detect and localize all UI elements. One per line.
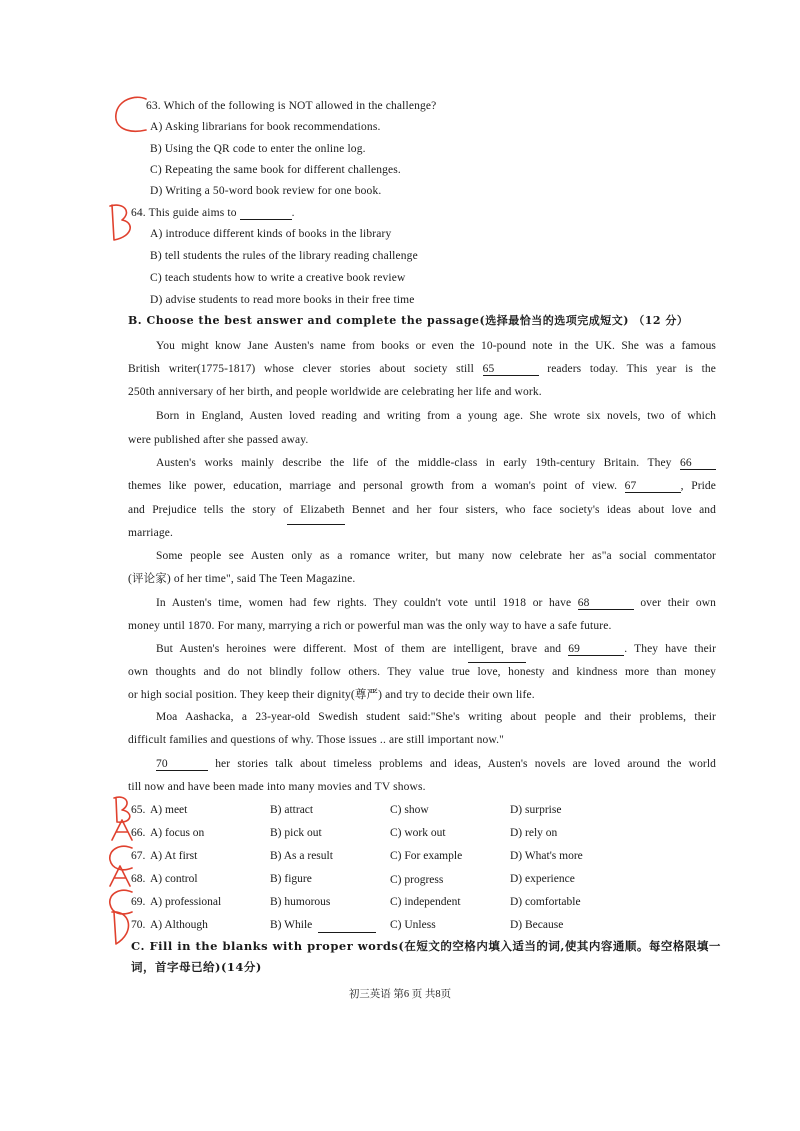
section-b-heading: B. Choose the best answer and complete the passage(选择最恰当的选项完成短文) （12 分） <box>128 314 689 327</box>
choice-b: B) attract <box>270 804 314 816</box>
passage-line: marriage. <box>128 527 174 539</box>
q63-option-c: C) Repeating the same book for different challenges. <box>150 164 401 176</box>
passage-line: Born in England, Austen loved reading and writing from a young age. She wrote six novels, two of which <box>156 410 716 422</box>
q64-stem-text: 64. This guide aims to <box>131 207 237 219</box>
passage-line: or high social position. They keep their dignity(尊严) and try to decide their own life. <box>128 689 535 701</box>
choice-b: B) pick out <box>270 827 322 839</box>
q63-option-a: A) Asking librarians for book recommendations. <box>150 121 381 133</box>
choice-b: B) humorous <box>270 896 331 908</box>
passage-line <box>156 596 716 610</box>
choice-a: A) professional <box>150 896 222 908</box>
passage-text: But Austen's heroines were different. Most of them are intelligent, brave and <box>156 643 562 655</box>
choice-b: B) While <box>270 919 313 931</box>
blank-66: 66 <box>680 457 716 470</box>
choice-b: B) figure <box>270 873 312 885</box>
passage-line: Some people see Austen only as a romance writer, but many now celebrate her as"a social commentator <box>156 550 716 562</box>
choice-c: C) show <box>390 804 429 816</box>
handwritten-answer-70-d <box>112 912 128 944</box>
passage-text: In Austen's time, women had few rights. They couldn't vote until 1918 or have <box>156 597 572 609</box>
underline-mark <box>468 662 526 663</box>
passage-text: her stories talk about timeless problems and ideas, Austen's novels are loved around the world <box>215 758 716 770</box>
passage-line: Moa Aashacka, a 23-year-old Swedish student said:"She's writing about people and their problems, their <box>156 711 716 723</box>
choice-a: A) focus on <box>150 827 205 839</box>
choice-num: 65. <box>131 804 146 816</box>
q63-option-d: D) Writing a 50-word book review for one book. <box>150 185 382 197</box>
passage-line: (评论家) of her time", said The Teen Magazine. <box>128 573 356 585</box>
choice-num: 69. <box>131 896 146 908</box>
passage-line: till now and have been made into many movies and TV shows. <box>128 781 426 793</box>
underline-mark <box>287 524 345 525</box>
choice-c: C) independent <box>390 896 461 908</box>
passage-line: 250th anniversary of her birth, and people worldwide are celebrating her life and work. <box>128 386 542 398</box>
section-c-heading-line1: C. Fill in the blanks with proper words(在短文的空格内填入适当的词,使其内容通顺。每空格限填一 <box>131 939 721 953</box>
passage-text: readers today. This year is the <box>547 363 716 375</box>
choice-d: D) What's more <box>510 850 583 862</box>
q64-option-d: D) advise students to read more books in their free time <box>150 294 415 306</box>
passage-line: own thoughts and do not blindly follow others. They value true love, honesty and kindness more than money <box>128 666 716 678</box>
passage-text: . They have their <box>624 643 716 655</box>
handwritten-answer-63-c <box>116 97 146 131</box>
choice-a: A) control <box>150 873 198 885</box>
blank-65: 65 <box>483 363 539 376</box>
choice-a: A) meet <box>150 804 188 816</box>
choice-num: 70. <box>131 919 146 931</box>
passage-line: were published after she passed away. <box>128 434 309 446</box>
choice-d: D) experience <box>510 873 575 885</box>
passage-text: Austen's works mainly describe the life of the middle-class in early 19th-century Britain. They <box>156 457 672 469</box>
handwritten-answer-69-c <box>110 890 132 914</box>
choice-num: 68. <box>131 873 146 885</box>
q63-stem: 63. Which of the following is NOT allowed in the challenge? <box>146 100 437 112</box>
blank-69: 69 <box>568 643 624 656</box>
handwritten-answer-66-a <box>112 820 132 840</box>
passage-line <box>128 362 716 376</box>
choice-num: 67. <box>131 850 146 862</box>
passage-line: You might know Jane Austen's name from books or even the 10-pound note in the UK. She was a famous <box>156 340 716 352</box>
passage-line <box>156 757 716 771</box>
choice-c: C) work out <box>390 827 446 839</box>
q64-blank <box>240 207 292 220</box>
choice-b: B) As a result <box>270 850 333 862</box>
q64-option-c: C) teach students how to write a creative book review <box>150 272 406 284</box>
underline-mark <box>318 932 376 933</box>
choice-a: A) At first <box>150 850 198 862</box>
passage-line <box>128 479 716 493</box>
choice-d: D) surprise <box>510 804 562 816</box>
passage-text: , Pride <box>680 480 716 492</box>
page-footer: 初三英语 第6 页 共8页 <box>348 989 452 1000</box>
passage-line: difficult families and questions of why. Those issues .. are still important now." <box>128 734 504 746</box>
handwritten-answer-68-a <box>110 866 130 886</box>
handwritten-answer-67-c <box>110 846 132 869</box>
passage-line: and Prejudice tells the story of Elizabeth Bennet and her four sisters, who face society's ideas about love and <box>128 504 716 516</box>
blank-67: 67 <box>625 480 681 493</box>
blank-70: 70 <box>156 758 208 771</box>
passage-text: British writer(1775-1817) whose clever stories about society still <box>128 363 474 375</box>
passage-text: themes like power, education, marriage and personal growth from a woman's point of view. <box>128 480 618 492</box>
choice-c: C) Unless <box>390 919 436 931</box>
passage-line: money until 1870. For many, marrying a rich or powerful man was the only way to have a safe future. <box>128 620 612 632</box>
passage-line <box>156 642 716 656</box>
choice-d: D) Because <box>510 919 564 931</box>
q64-option-b: B) tell students the rules of the library reading challenge <box>150 250 418 262</box>
choice-num: 66. <box>131 827 146 839</box>
choice-a: A) Although <box>150 919 208 931</box>
handwritten-answer-65-b <box>114 797 130 822</box>
choice-c: C) For example <box>390 850 463 862</box>
passage-line <box>156 456 716 470</box>
q64-stem-end: . <box>291 207 295 219</box>
q63-option-b: B) Using the QR code to enter the online log. <box>150 143 366 155</box>
handwritten-answer-64-b <box>110 205 130 240</box>
choice-d: D) rely on <box>510 827 558 839</box>
passage-text: over their own <box>640 597 716 609</box>
q64-stem <box>131 206 295 220</box>
choice-d: D) comfortable <box>510 896 581 908</box>
section-c-heading-line2: 词，首字母已给)(14分) <box>131 960 262 974</box>
q64-option-a: A) introduce different kinds of books in the library <box>150 228 392 240</box>
choice-c: C) progress <box>390 874 444 886</box>
blank-68: 68 <box>578 597 634 610</box>
